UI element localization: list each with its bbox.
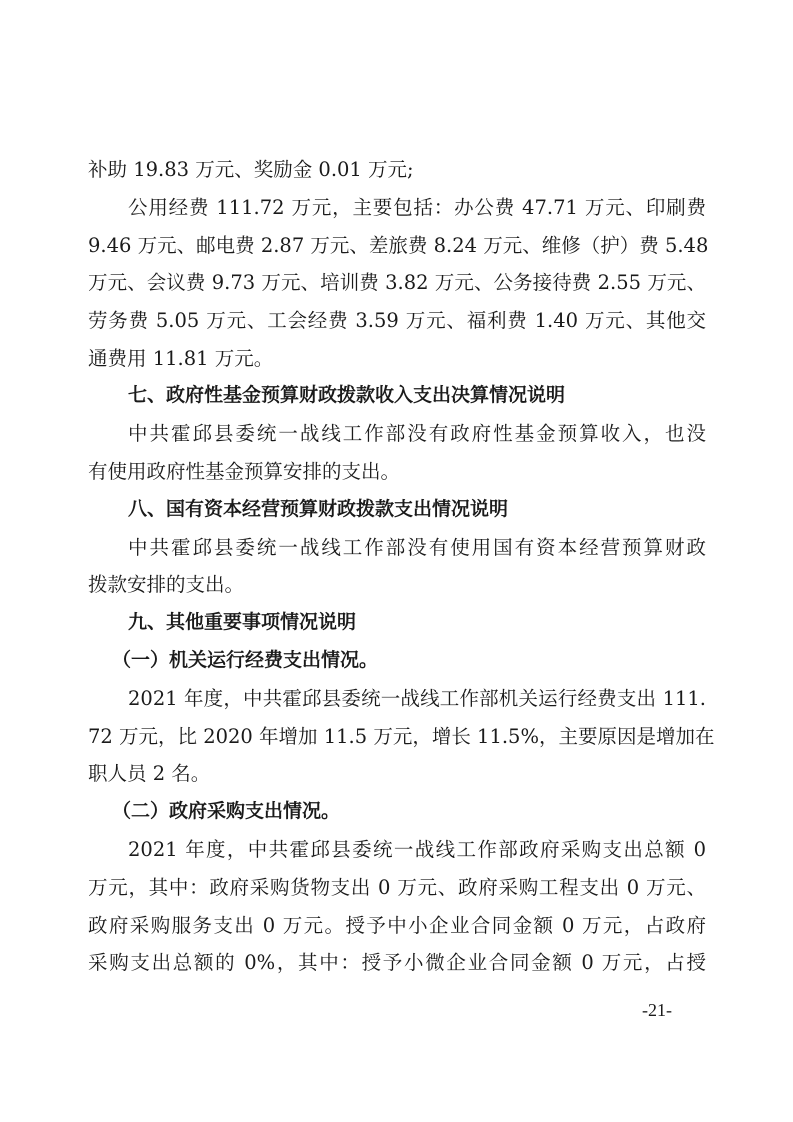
body-line: 劳务费 5.05 万元、工会经费 3.59 万元、福利费 1.40 万元、其他交 [88, 309, 706, 332]
subsection-heading-2: （二）政府采购支出情况。 [112, 800, 341, 822]
body-line: 采购支出总额的 0%，其中：授予小微企业合同金额 0 万元，占授 [88, 951, 706, 974]
body-line: 72 万元，比 2020 年增加 11.5 万元，增长 11.5%，主要原因是增加在 [88, 725, 715, 748]
body-line: 万元、会议费 9.73 万元、培训费 3.82 万元、公务接待费 2.55 万元、 [88, 271, 706, 294]
body-line: 有使用政府性基金预算安排的支出。 [88, 460, 401, 483]
body-line: 政府采购服务支出 0 万元。授予中小企业合同金额 0 万元，占政府 [88, 914, 706, 937]
subsection-heading-1: （一）机关运行经费支出情况。 [112, 649, 379, 671]
body-line: 中共霍邱县委统一战线工作部没有使用国有资本经营预算财政 [128, 536, 706, 559]
body-line: 中共霍邱县委统一战线工作部没有政府性基金预算收入，也没 [128, 422, 706, 445]
body-line: 职人员 2 名。 [88, 762, 211, 785]
body-line: 万元，其中：政府采购货物支出 0 万元、政府采购工程支出 0 万元、 [88, 876, 706, 899]
body-line: 9.46 万元、邮电费 2.87 万元、差旅费 8.24 万元、维修（护）费 5.48 [88, 234, 709, 257]
body-line: 补助 19.83 万元、奖励金 0.01 万元; [88, 158, 414, 181]
page-number: -21- [642, 1000, 672, 1020]
body-line: 2021 年度，中共霍邱县委统一战线工作部政府采购支出总额 0 [128, 838, 706, 861]
body-line: 拨款安排的支出。 [88, 573, 245, 596]
section-heading-9: 九、其他重要事项情况说明 [128, 611, 357, 633]
body-line: 2021 年度，中共霍邱县委统一战线工作部机关运行经费支出 111. [128, 687, 706, 710]
section-heading-7: 七、政府性基金预算财政拨款收入支出决算情况说明 [128, 384, 566, 406]
body-line: 公用经费 111.72 万元，主要包括：办公费 47.71 万元、印刷费 [128, 196, 706, 219]
body-line: 通费用 11.81 万元。 [88, 347, 274, 370]
section-heading-8: 八、国有资本经营预算财政拨款支出情况说明 [128, 498, 509, 520]
